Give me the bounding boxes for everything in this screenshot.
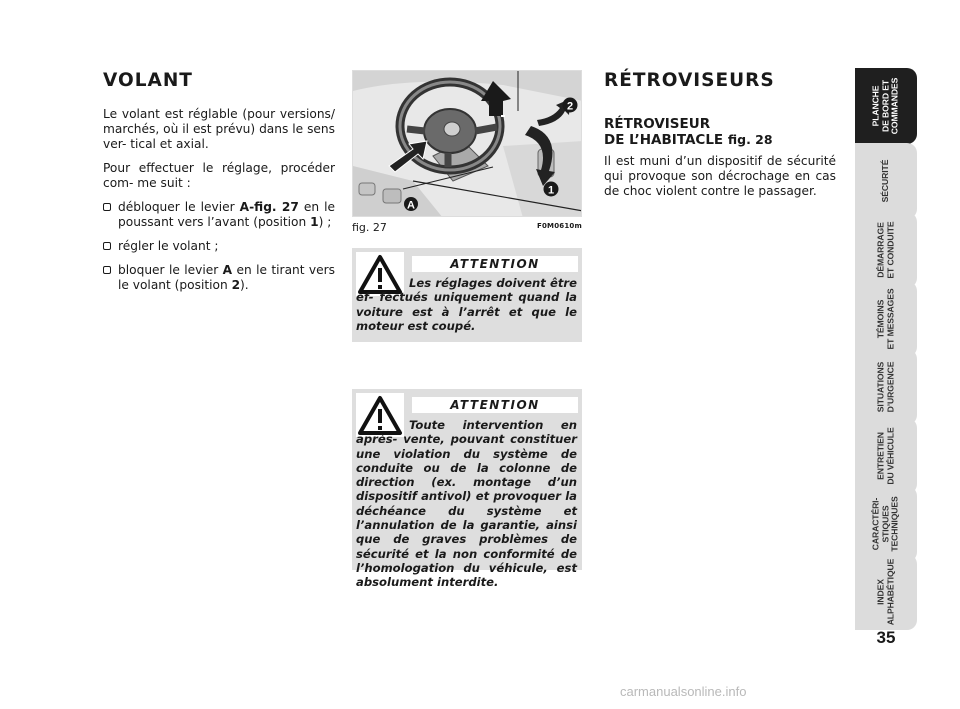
marker-a: A — [407, 199, 415, 212]
volant-intro: Le volant est réglable (pour versions/ marchés, où il est prévu) dans le sens ver- tical et axial. — [103, 107, 335, 151]
warning-title: ATTENTION — [412, 256, 578, 272]
retroviseur-subtitle: RÉTROVISEUR DE L’HABITACLE fig. 28 — [604, 116, 773, 148]
page-number: 35 — [876, 628, 896, 647]
retroviseurs-section — [604, 70, 836, 208]
volant-step-3: bloquer le levier A en le tirant vers le volant (position 2). — [103, 263, 335, 293]
volant-step-2: régler le volant ; — [103, 239, 335, 254]
retroviseur-text: Il est muni d’un dispositif de sécurité qui provoque son décrochage en cas de choc violent contre le passager. — [604, 154, 836, 198]
volant-step-1: débloquer le levier A-fig. 27 en le poussant vers l’avant (position 1) ; — [103, 200, 335, 230]
tab-index[interactable]: INDEX ALPHABÉTIQUE — [855, 554, 917, 630]
warning-box-1 — [352, 248, 582, 342]
figure-caption — [352, 221, 582, 235]
warning-box-2 — [352, 389, 582, 590]
tab-caracteristiques[interactable]: CARACTÉRI- STIQUES TECHNIQUES — [855, 486, 917, 562]
marker-1: 1 — [547, 184, 555, 197]
volant-title: VOLANT — [103, 70, 193, 91]
warning-text: Toute intervention en après- vente, pouvant constituer une violation du système de conduite ou de la colonne de direction (ex. montage d’un dispositif antivol) et provoquer la déchéance du système et l’annulation de la garantie, ainsi que de graves problèmes de sécurité et la non conformité de l’homologation du véhicule, est absolument interdite. — [356, 418, 577, 590]
figure-27-steering-wheel — [352, 70, 582, 217]
warning-text: Les réglages doivent être ef- fectués uniquement quand la voiture est à l’arrêt et que le moteur est coupé. — [356, 276, 577, 333]
tab-securite[interactable]: SÉCURITÉ — [855, 143, 917, 219]
tab-entretien[interactable]: ENTRETIEN DU VÉHICULE — [855, 418, 917, 494]
tab-planche-de-bord[interactable]: PLANCHE DE BORD ET COMMANDES — [855, 68, 917, 144]
checkbox-bullet-icon — [103, 266, 111, 274]
warning-title: ATTENTION — [412, 397, 578, 413]
checkbox-bullet-icon — [103, 203, 111, 211]
volant-procedure: Pour effectuer le réglage, procéder com- me suit : — [103, 161, 335, 190]
tab-demarrage[interactable]: DÉMARRAGE ET CONDUITE — [855, 212, 917, 288]
volant-section — [103, 70, 335, 302]
figure-code: F0M0610m — [537, 222, 582, 230]
watermark: carmanualsonline.info — [620, 684, 747, 699]
tab-temoins[interactable]: TÉMOINS ET MESSAGES — [855, 281, 917, 357]
checkbox-bullet-icon — [103, 242, 111, 250]
retroviseurs-title: RÉTROVISEURS — [604, 70, 775, 91]
figure-label: fig. 27 — [352, 221, 387, 234]
tab-situations-urgence[interactable]: SITUATIONS D’URGENCE — [855, 349, 917, 425]
marker-2: 2 — [566, 100, 574, 113]
steering-wheel-illustration — [353, 71, 582, 217]
